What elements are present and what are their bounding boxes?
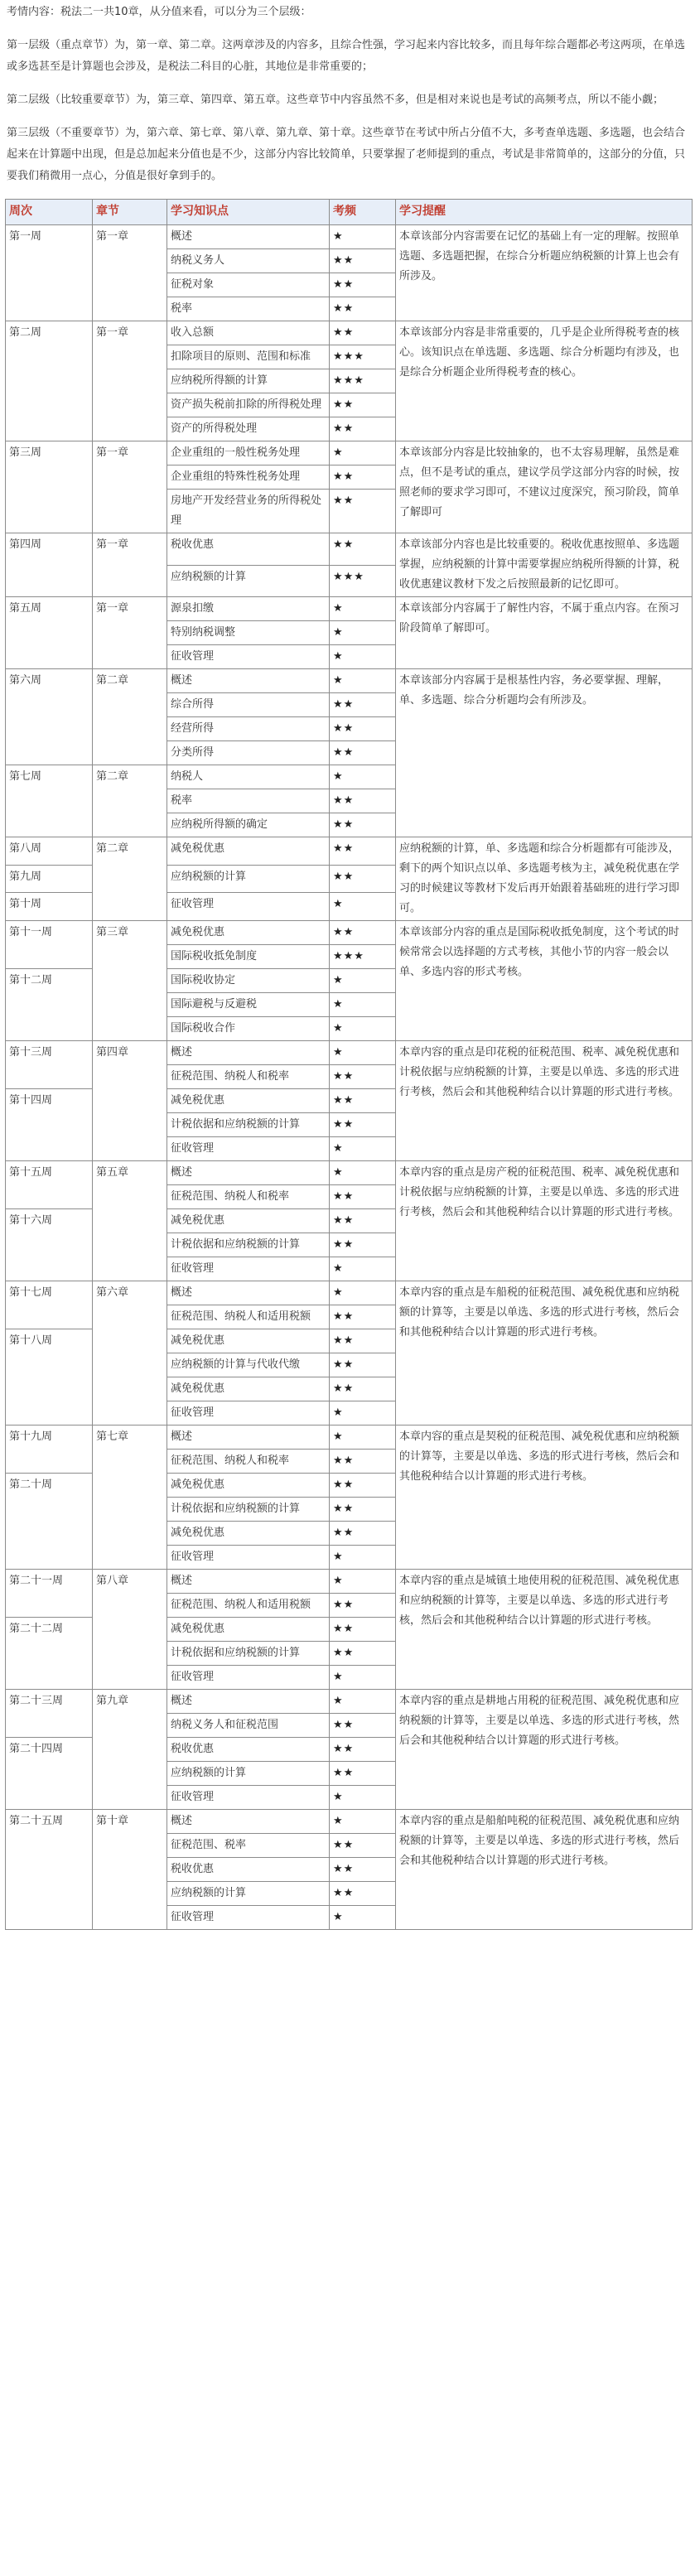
- topic-cell: 税收优惠: [167, 1738, 330, 1762]
- frequency-stars: ★: [330, 1690, 396, 1714]
- frequency-stars: ★★: [330, 1065, 396, 1089]
- topic-cell: 房地产开发经营业务的所得税处理: [167, 490, 330, 533]
- tip-cell: 本章内容的重点是船舶吨税的征税范围、减免税优惠和应纳税额的计算等，主要是以单选、多选的形式进行考核，然后会和其他税种结合以计算题的形式进行考核。: [396, 1810, 693, 1930]
- study-plan-table: [5, 199, 693, 1930]
- header-frequency: 考频: [330, 200, 396, 225]
- tip-cell: 本章该部分内容的重点是国际税收抵免制度，这个考试的时候常常会以选择题的方式考核，其他小节的内容一般会以单、多选内容的形式考核。: [396, 921, 693, 1041]
- table-row: [6, 533, 693, 566]
- tip-cell: 本章内容的重点是契税的征税范围、减免税优惠和应纳税额的计算等，主要是以单选、多选的形式进行考核，然后会和其他税种结合以计算题的形式进行考核。: [396, 1425, 693, 1570]
- topic-cell: 企业重组的特殊性税务处理: [167, 466, 330, 490]
- frequency-stars: ★: [330, 1906, 396, 1930]
- topic-cell: 概述: [167, 1161, 330, 1185]
- topic-cell: 分类所得: [167, 741, 330, 765]
- topic-cell: 征收管理: [167, 1401, 330, 1425]
- topic-cell: 概述: [167, 1281, 330, 1305]
- topic-cell: 减免税优惠: [167, 1209, 330, 1233]
- frequency-stars: ★: [330, 597, 396, 621]
- frequency-stars: ★: [330, 225, 396, 249]
- frequency-stars: ★★: [330, 921, 396, 945]
- chapter-cell: 第八章: [93, 1570, 167, 1690]
- chapter-cell: 第六章: [93, 1281, 167, 1425]
- week-cell: 第二十一周: [6, 1570, 93, 1618]
- frequency-stars: ★★★: [330, 565, 396, 597]
- frequency-stars: ★: [330, 1257, 396, 1281]
- frequency-stars: ★★: [330, 717, 396, 741]
- topic-cell: 应纳税额的计算: [167, 1762, 330, 1786]
- week-cell: 第四周: [6, 533, 93, 597]
- frequency-stars: ★★: [330, 249, 396, 273]
- chapter-cell: 第一章: [93, 533, 167, 597]
- frequency-stars: ★: [330, 893, 396, 921]
- frequency-stars: ★★: [330, 1209, 396, 1233]
- frequency-stars: ★★: [330, 1329, 396, 1353]
- frequency-stars: ★: [330, 669, 396, 693]
- frequency-stars: ★★: [330, 1738, 396, 1762]
- topic-cell: 计税依据和应纳税额的计算: [167, 1498, 330, 1522]
- table-row: [6, 1425, 693, 1450]
- frequency-stars: ★: [330, 621, 396, 645]
- week-cell: 第二十二周: [6, 1618, 93, 1690]
- table-row: [6, 321, 693, 345]
- tip-cell: 本章内容的重点是耕地占用税的征税范围、减免税优惠和应纳税额的计算等，主要是以单选、多选的形式进行考核，然后会和其他税种结合以计算题的形式进行考核。: [396, 1690, 693, 1810]
- table-row: [6, 441, 693, 466]
- frequency-stars: ★★: [330, 1089, 396, 1113]
- tip-cell: 本章该部分内容属于是根基性内容，务必要掌握、理解，单、多选题、综合分析题均会有所涉及。: [396, 669, 693, 837]
- topic-cell: 征税范围、纳税人和税率: [167, 1185, 330, 1209]
- chapter-cell: 第四章: [93, 1041, 167, 1161]
- intro-level-3: 第三层级（不重要章节）为，第六章、第七章、第八章、第九章、第十章。这些章节在考试中所占分值不大，多考查单选题、多选题，也会结合起来在计算题中出现，但是总加起来分值也是不少，这部分内容比较简单，只要掌握了老师提到的重点，考试是非常简单的，这部分的分值，只要我们稍微用一点心，分值是很好拿到手的。: [7, 127, 686, 182]
- week-cell: 第二十四周: [6, 1738, 93, 1810]
- table-row: [6, 1570, 693, 1594]
- frequency-stars: ★★: [330, 1882, 396, 1906]
- topic-cell: 经营所得: [167, 717, 330, 741]
- frequency-stars: ★★: [330, 1762, 396, 1786]
- topic-cell: 应纳税额的计算: [167, 865, 330, 893]
- topic-cell: 计税依据和应纳税额的计算: [167, 1233, 330, 1257]
- topic-cell: 征收管理: [167, 1786, 330, 1810]
- topic-cell: 减免税优惠: [167, 1377, 330, 1401]
- frequency-stars: ★★: [330, 1353, 396, 1377]
- week-cell: 第六周: [6, 669, 93, 765]
- week-cell: 第十五周: [6, 1161, 93, 1209]
- header-week: 周次: [6, 200, 93, 225]
- frequency-stars: ★★: [330, 1305, 396, 1329]
- frequency-stars: ★★: [330, 1474, 396, 1498]
- week-cell: 第二十周: [6, 1474, 93, 1570]
- topic-cell: 收入总额: [167, 321, 330, 345]
- frequency-stars: ★★: [330, 789, 396, 813]
- chapter-cell: 第二章: [93, 765, 167, 837]
- topic-cell: 源泉扣缴: [167, 597, 330, 621]
- topic-cell: 征收管理: [167, 1137, 330, 1161]
- chapter-cell: 第五章: [93, 1161, 167, 1281]
- frequency-stars: ★★: [330, 693, 396, 717]
- topic-cell: 征税范围、纳税人和适用税额: [167, 1305, 330, 1329]
- week-cell: 第十八周: [6, 1329, 93, 1425]
- topic-cell: 减免税优惠: [167, 1522, 330, 1546]
- frequency-stars: ★★: [330, 1522, 396, 1546]
- frequency-stars: ★★: [330, 1714, 396, 1738]
- table-body: [6, 225, 693, 1930]
- topic-cell: 征税范围、纳税人和适用税额: [167, 1594, 330, 1618]
- frequency-stars: ★: [330, 1041, 396, 1065]
- frequency-stars: ★★: [330, 417, 396, 441]
- topic-cell: 国际税收合作: [167, 1017, 330, 1041]
- week-cell: 第十周: [6, 893, 93, 921]
- topic-cell: 减免税优惠: [167, 921, 330, 945]
- header-tip: 学习提醒: [396, 200, 693, 225]
- tip-cell: 本章该部分内容也是比较重要的。税收优惠按照单、多选题掌握，应纳税额的计算中需要掌握应纳税所得额的计算，税收优惠建议教材下发之后按照最新的记忆即可。: [396, 533, 693, 597]
- chapter-cell: 第三章: [93, 921, 167, 1041]
- topic-cell: 资产的所得税处理: [167, 417, 330, 441]
- frequency-stars: ★: [330, 441, 396, 466]
- topic-cell: 概述: [167, 1570, 330, 1594]
- frequency-stars: ★★: [330, 837, 396, 866]
- table-row: [6, 1810, 693, 1834]
- chapter-cell: 第一章: [93, 321, 167, 441]
- topic-cell: 国际税收抵免制度: [167, 945, 330, 969]
- chapter-cell: 第一章: [93, 441, 167, 533]
- tip-cell: 本章内容的重点是城镇土地使用税的征税范围、减免税优惠和应纳税额的计算等，主要是以单选、多选的形式进行考核，然后会和其他税种结合以计算题的形式进行考核。: [396, 1570, 693, 1690]
- topic-cell: 概述: [167, 669, 330, 693]
- frequency-stars: ★★: [330, 813, 396, 837]
- frequency-stars: ★★: [330, 1498, 396, 1522]
- week-cell: 第三周: [6, 441, 93, 533]
- header-topic: 学习知识点: [167, 200, 330, 225]
- frequency-stars: ★★: [330, 1450, 396, 1474]
- topic-cell: 税率: [167, 789, 330, 813]
- frequency-stars: ★: [330, 1810, 396, 1834]
- frequency-stars: ★: [330, 1666, 396, 1690]
- tip-cell: 本章该部分内容是比较抽象的，也不太容易理解，虽然是难点，但不是考试的重点，建议学员学这部分内容的时候，按照老师的要求学习即可，不建议过度深究，预习阶段，简单了解即可: [396, 441, 693, 533]
- topic-cell: 概述: [167, 1041, 330, 1065]
- week-cell: 第二周: [6, 321, 93, 441]
- week-cell: 第七周: [6, 765, 93, 837]
- frequency-stars: ★★: [330, 273, 396, 297]
- tip-cell: 应纳税额的计算，单、多选题和综合分析题都有可能涉及，剩下的两个知识点以单、多选题考核为主，减免税优惠在学习的时候建议等教材下发后再开始跟着基础班的进行学习即可。: [396, 837, 693, 921]
- topic-cell: 征税范围、税率: [167, 1834, 330, 1858]
- frequency-stars: ★★: [330, 1858, 396, 1882]
- table-row: [6, 1041, 693, 1065]
- frequency-stars: ★★: [330, 1834, 396, 1858]
- topic-cell: 征收管理: [167, 1666, 330, 1690]
- topic-cell: 企业重组的一般性税务处理: [167, 441, 330, 466]
- topic-cell: 应纳税所得额的确定: [167, 813, 330, 837]
- table-row: [6, 669, 693, 693]
- intro-level-1: 第一层级（重点章节）为，第一章、第二章。这两章涉及的内容多，且综合性强，学习起来内容比较多，而且每年综合题都必考这两项，在单选或多选甚至是计算题也会涉及，是税法二科目的心脏，其地位是非常重要的；: [7, 39, 686, 73]
- week-cell: 第五周: [6, 597, 93, 669]
- topic-cell: 国际避税与反避税: [167, 993, 330, 1017]
- frequency-stars: ★: [330, 1017, 396, 1041]
- tip-cell: 本章该部分内容需要在记忆的基础上有一定的理解。按照单选题、多选题把握，在综合分析题应纳税额的计算上也会有所涉及。: [396, 225, 693, 321]
- topic-cell: 应纳税额的计算: [167, 1882, 330, 1906]
- topic-cell: 减免税优惠: [167, 1474, 330, 1498]
- table-row: [6, 225, 693, 249]
- topic-cell: 概述: [167, 1810, 330, 1834]
- topic-cell: 概述: [167, 1425, 330, 1450]
- topic-cell: 应纳税额的计算与代收代缴: [167, 1353, 330, 1377]
- week-cell: 第十四周: [6, 1089, 93, 1161]
- topic-cell: 征收管理: [167, 645, 330, 669]
- frequency-stars: ★: [330, 1546, 396, 1570]
- topic-cell: 计税依据和应纳税额的计算: [167, 1113, 330, 1137]
- frequency-stars: ★★: [330, 297, 396, 321]
- week-cell: 第十九周: [6, 1425, 93, 1474]
- header-chapter: 章节: [93, 200, 167, 225]
- frequency-stars: ★: [330, 645, 396, 669]
- week-cell: 第二十五周: [6, 1810, 93, 1930]
- intro-summary: 考情内容：税法二一共10章，从分值来看，可以分为三个层级：: [7, 6, 311, 18]
- table-row: [6, 921, 693, 945]
- frequency-stars: ★: [330, 1137, 396, 1161]
- table-header-row: [6, 200, 693, 225]
- topic-cell: 纳税人: [167, 765, 330, 789]
- table-row: [6, 1281, 693, 1305]
- week-cell: 第一周: [6, 225, 93, 321]
- topic-cell: 征收管理: [167, 1906, 330, 1930]
- frequency-stars: ★★: [330, 466, 396, 490]
- topic-cell: 应纳税额的计算: [167, 565, 330, 597]
- intro: [0, 2, 695, 187]
- frequency-stars: ★: [330, 1401, 396, 1425]
- tip-cell: 本章内容的重点是印花税的征税范围、税率、减免税优惠和计税依据与应纳税额的计算，主要是以单选、多选的形式进行考核，然后会和其他税种结合以计算题的形式进行考核。: [396, 1041, 693, 1161]
- table-row: [6, 837, 693, 866]
- frequency-stars: ★: [330, 993, 396, 1017]
- topic-cell: 减免税优惠: [167, 1329, 330, 1353]
- frequency-stars: ★: [330, 1281, 396, 1305]
- week-cell: 第十二周: [6, 969, 93, 1041]
- frequency-stars: ★★: [330, 741, 396, 765]
- chapter-cell: 第十章: [93, 1810, 167, 1930]
- topic-cell: 减免税优惠: [167, 837, 330, 866]
- tip-cell: 本章该部分内容属于了解性内容，不属于重点内容。在预习阶段简单了解即可。: [396, 597, 693, 669]
- frequency-stars: ★★: [330, 1618, 396, 1642]
- tip-cell: 本章内容的重点是房产税的征税范围、税率、减免税优惠和计税依据与应纳税额的计算，主要是以单选、多选的形式进行考核，然后会和其他税种结合以计算题的形式进行考核。: [396, 1161, 693, 1281]
- frequency-stars: ★★: [330, 1377, 396, 1401]
- topic-cell: 征收管理: [167, 1546, 330, 1570]
- chapter-cell: 第一章: [93, 597, 167, 669]
- frequency-stars: ★★: [330, 1113, 396, 1137]
- topic-cell: 纳税义务人: [167, 249, 330, 273]
- topic-cell: 概述: [167, 225, 330, 249]
- week-cell: 第九周: [6, 865, 93, 893]
- table-row: [6, 597, 693, 621]
- intro-level-2: 第二层级（比较重要章节）为，第三章、第四章、第五章。这些章节中内容虽然不多，但是相对来说也是考试的高频考点，所以不能小觑；: [7, 94, 664, 106]
- frequency-stars: ★★★: [330, 369, 396, 393]
- topic-cell: 国际税收协定: [167, 969, 330, 993]
- frequency-stars: ★★: [330, 865, 396, 893]
- topic-cell: 资产损失税前扣除的所得税处理: [167, 393, 330, 417]
- frequency-stars: ★★★: [330, 345, 396, 369]
- frequency-stars: ★★: [330, 1185, 396, 1209]
- topic-cell: 征税范围、纳税人和税率: [167, 1450, 330, 1474]
- frequency-stars: ★: [330, 1161, 396, 1185]
- frequency-stars: ★: [330, 1570, 396, 1594]
- frequency-stars: ★★: [330, 1594, 396, 1618]
- topic-cell: 税收优惠: [167, 533, 330, 566]
- topic-cell: 纳税义务人和征税范围: [167, 1714, 330, 1738]
- week-cell: 第十六周: [6, 1209, 93, 1281]
- chapter-cell: 第一章: [93, 225, 167, 321]
- topic-cell: 征收管理: [167, 893, 330, 921]
- frequency-stars: ★★: [330, 1233, 396, 1257]
- topic-cell: 税收优惠: [167, 1858, 330, 1882]
- chapter-cell: 第七章: [93, 1425, 167, 1570]
- topic-cell: 应纳税所得额的计算: [167, 369, 330, 393]
- topic-cell: 征税对象: [167, 273, 330, 297]
- topic-cell: 减免税优惠: [167, 1089, 330, 1113]
- frequency-stars: ★: [330, 765, 396, 789]
- topic-cell: 税率: [167, 297, 330, 321]
- tip-cell: 本章内容的重点是车船税的征税范围、减免税优惠和应纳税额的计算等，主要是以单选、多选的形式进行考核，然后会和其他税种结合以计算题的形式进行考核。: [396, 1281, 693, 1425]
- topic-cell: 减免税优惠: [167, 1618, 330, 1642]
- tip-cell: 本章该部分内容是非常重要的，几乎是企业所得税考查的核心。该知识点在单选题、多选题、综合分析题均有涉及，也是综合分析题企业所得税考查的核心。: [396, 321, 693, 441]
- frequency-stars: ★★: [330, 490, 396, 533]
- week-cell: 第十七周: [6, 1281, 93, 1329]
- chapter-cell: 第二章: [93, 669, 167, 765]
- week-cell: 第八周: [6, 837, 93, 866]
- topic-cell: 综合所得: [167, 693, 330, 717]
- topic-cell: 计税依据和应纳税额的计算: [167, 1642, 330, 1666]
- frequency-stars: ★★: [330, 393, 396, 417]
- topic-cell: 特别纳税调整: [167, 621, 330, 645]
- topic-cell: 征收管理: [167, 1257, 330, 1281]
- week-cell: 第十一周: [6, 921, 93, 969]
- week-cell: 第十三周: [6, 1041, 93, 1089]
- frequency-stars: ★: [330, 1786, 396, 1810]
- frequency-stars: ★: [330, 1425, 396, 1450]
- topic-cell: 扣除项目的原则、范围和标准: [167, 345, 330, 369]
- frequency-stars: ★: [330, 969, 396, 993]
- frequency-stars: ★★★: [330, 945, 396, 969]
- frequency-stars: ★★: [330, 1642, 396, 1666]
- week-cell: 第二十三周: [6, 1690, 93, 1738]
- chapter-cell: 第九章: [93, 1690, 167, 1810]
- topic-cell: 概述: [167, 1690, 330, 1714]
- frequency-stars: ★★: [330, 321, 396, 345]
- topic-cell: 征税范围、纳税人和税率: [167, 1065, 330, 1089]
- table-row: [6, 1690, 693, 1714]
- chapter-cell: 第二章: [93, 837, 167, 921]
- table-row: [6, 1161, 693, 1185]
- frequency-stars: ★★: [330, 533, 396, 566]
